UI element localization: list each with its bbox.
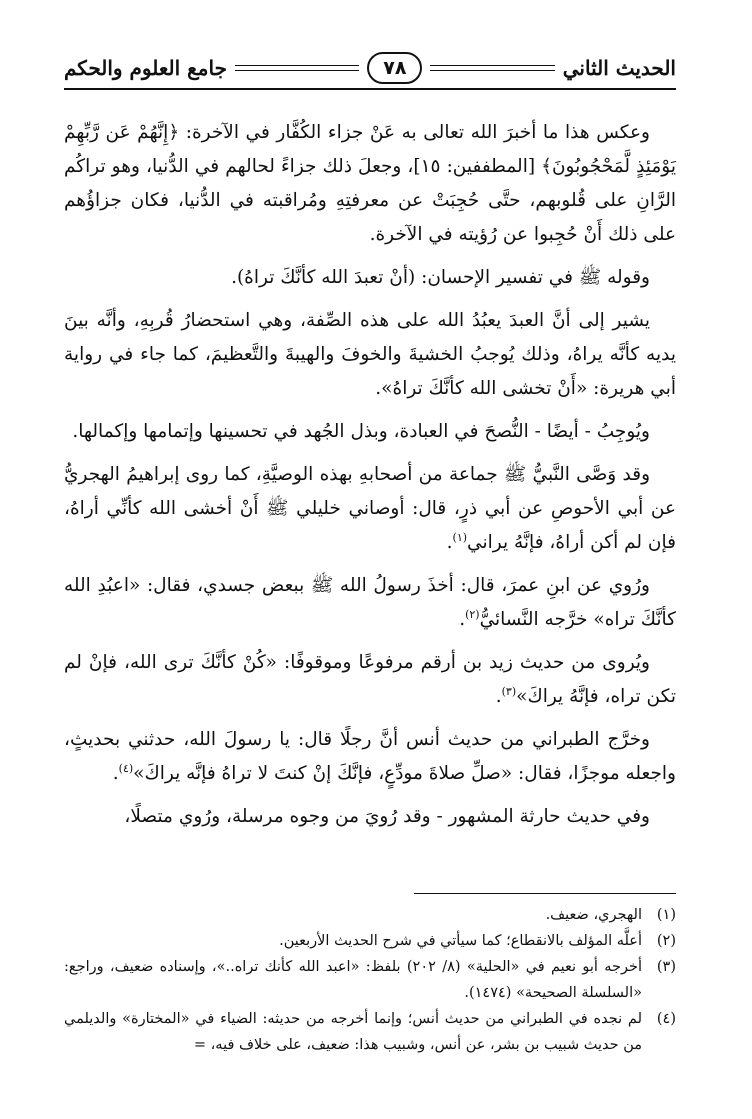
paragraph: وفي حديث حارثة المشهور - وقد رُويَ من وجوه مرسلة، ورُوي متصلًا، [124, 806, 650, 827]
page-number: ٧٨ [367, 52, 422, 84]
footnote-ref: (١) [452, 530, 468, 544]
paragraph: وقوله ﷺ في تفسير الإحسان: (أنْ تعبدَ الله كأنَّكَ تراهُ). [231, 267, 650, 288]
footnote-ref: (٢) [465, 607, 480, 621]
footnote [64, 928, 676, 954]
book-title: جامع العلوم والحكم [64, 56, 227, 80]
footnote [64, 954, 676, 1006]
main-text [64, 116, 676, 843]
footnotes [64, 902, 676, 1058]
footnote-text: لم نجده في الطبراني من حديث أنس؛ وإنما أخرجه من حديثه: الضياء في «المختارة» والديلمي من حديث شبيب بن بشر، عن أنس، وشبيب هذا: ضعيف، على خلاف فيه، = [64, 1011, 642, 1053]
paragraph-text: وقد وَصَّى النَّبيُّ ﷺ جماعة من أصحابهِ بهذه الوصيَّةِ، كما روى إبراهيمُ الهجريُّ عن أبي الأحوصِ عن أبي ذرٍ، قال: أوصاني خليلي ﷺ أَنْ أخشى الله كأنِّي أراهُ، فإن لم أكن أراهُ، فإنَّهُ يراني [64, 464, 676, 553]
header-divider [64, 88, 676, 90]
paragraph: وعكس هذا ما أخبرَ الله تعالى به عَنْ جزاء الكُفَّار في الآخرة: ﴿إِنَّهُمْ عَن رَّبِّهِمْ يَوْمَئِذٍ لَّمَحْجُوبُونَ﴾ [المطففين: ١٥]، وجعلَ ذلك جزاءً لحالهم في الدُّنيا، وهو تراكُم الرَّانِ على قُلوبهم، حتَّى حُجِبَتْ عن معرفتِهِ ومُراقبته في الدُّنيا، فكان جزاؤُهم على ذلك أَنْ حُجِبوا عن رُؤيته في الآخرة. [64, 122, 676, 245]
paragraph: وقد وَصَّى النَّبيُّ ﷺ جماعة من أصحابهِ بهذه الوصيَّةِ، كما روى إبراهيمُ الهجريُّ عن أبي الأحوصِ عن أبي ذرٍ، قال: أوصاني خليلي ﷺ أَنْ أخشى الله كأنِّي أراهُ، فإن لم أكن أراهُ، فإنَّهُ يراني$^{(١)}$. [64, 464, 676, 553]
page-header [64, 50, 676, 86]
footnote-number: (١) [656, 907, 676, 923]
footnote-number: (٣) [656, 959, 676, 975]
paragraph: ويُروى من حديث زيد بن أرقم مرفوعًا وموقوفًا: «كُنْ كأنَّكَ ترى الله، فإنْ لم تكن تراه، فإنَّهُ يراكَ»$^{(٣)}$. [64, 652, 676, 707]
paragraph: ويُوجِبُ - أيضًا - النُّصحَ في العبادة، وبذل الجُهد في تحسينها وإتمامها وإكمالها. [72, 421, 650, 442]
footnote-number: (٤) [656, 1011, 676, 1027]
footnote-ref: (٤) [118, 761, 134, 775]
footnote-text: أعلَّه المؤلف بالانقطاع؛ كما سيأتي في شرح الحديث الأربعين. [279, 933, 642, 949]
footnote-number: (٢) [656, 933, 676, 949]
paragraph: ورُوي عن ابنِ عمرَ، قال: أخذَ رسولُ الله ﷺ ببعض جسدي، فقال: «اعبُدِ الله كأنَّكَ تراه» خرَّجه النَّسائيُّ$^{(٢)}$. [64, 575, 676, 630]
paragraph-text: وخرَّج الطبراني من حديث أنس أنَّ رجلًا قال: يا رسولَ الله، حدثني بحديثٍ، واجعله موجزًا، فقال: «صلِّ صلاةَ مودِّعٍ، فإنَّكَ إنْ كنتَ لا تراهُ فإنَّه يراكَ» [64, 729, 676, 784]
footnote [64, 902, 676, 928]
paragraph: يشير إلى أنَّ العبدَ يعبُدُ الله على هذه الصِّفة، وهي استحضارُ قُربِهِ، وأنَّه بينَ يديه كأنَّه يراهُ، وذلك يُوجبُ الخشيةَ والخوفَ والهيبةَ والتَّعظيمَ، كما جاء في رواية أبي هريرة: «أَنْ تخشى الله كأنَّكَ تراهُ». [64, 310, 676, 399]
footnote [64, 1006, 676, 1058]
paragraph: وخرَّج الطبراني من حديث أنس أنَّ رجلًا قال: يا رسولَ الله، حدثني بحديثٍ، واجعله موجزًا، فقال: «صلِّ صلاةَ مودِّعٍ، فإنَّكَ إنْ كنتَ لا تراهُ فإنَّه يراكَ»$^{(٤)}$. [64, 729, 676, 784]
header-rule-right [430, 65, 554, 71]
paragraph-text: ورُوي عن ابنِ عمرَ، قال: أخذَ رسولُ الله ﷺ ببعض جسدي، فقال: «اعبُدِ الله كأنَّكَ تراه» خرَّجه النَّسائيُّ [64, 575, 676, 630]
footnote-text: أخرجه أبو نعيم في «الحلية» (٨/ ٢٠٢) بلفظ: «اعبد الله كأنك تراه..»، وإسناده ضعيف، وراجع: «السلسلة الصحيحة» (١٤٧٤). [64, 959, 642, 1001]
header-rule-left [235, 65, 359, 71]
chapter-title: الحديث الثاني [562, 56, 676, 80]
footnote-text: الهجري، ضعيف. [545, 907, 642, 923]
footnote-ref: (٣) [501, 684, 517, 698]
footnote-divider [414, 893, 676, 894]
paragraph-text: ويُروى من حديث زيد بن أرقم مرفوعًا وموقوفًا: «كُنْ كأنَّكَ ترى الله، فإنْ لم تكن تراه، فإنَّهُ يراكَ» [64, 652, 676, 707]
